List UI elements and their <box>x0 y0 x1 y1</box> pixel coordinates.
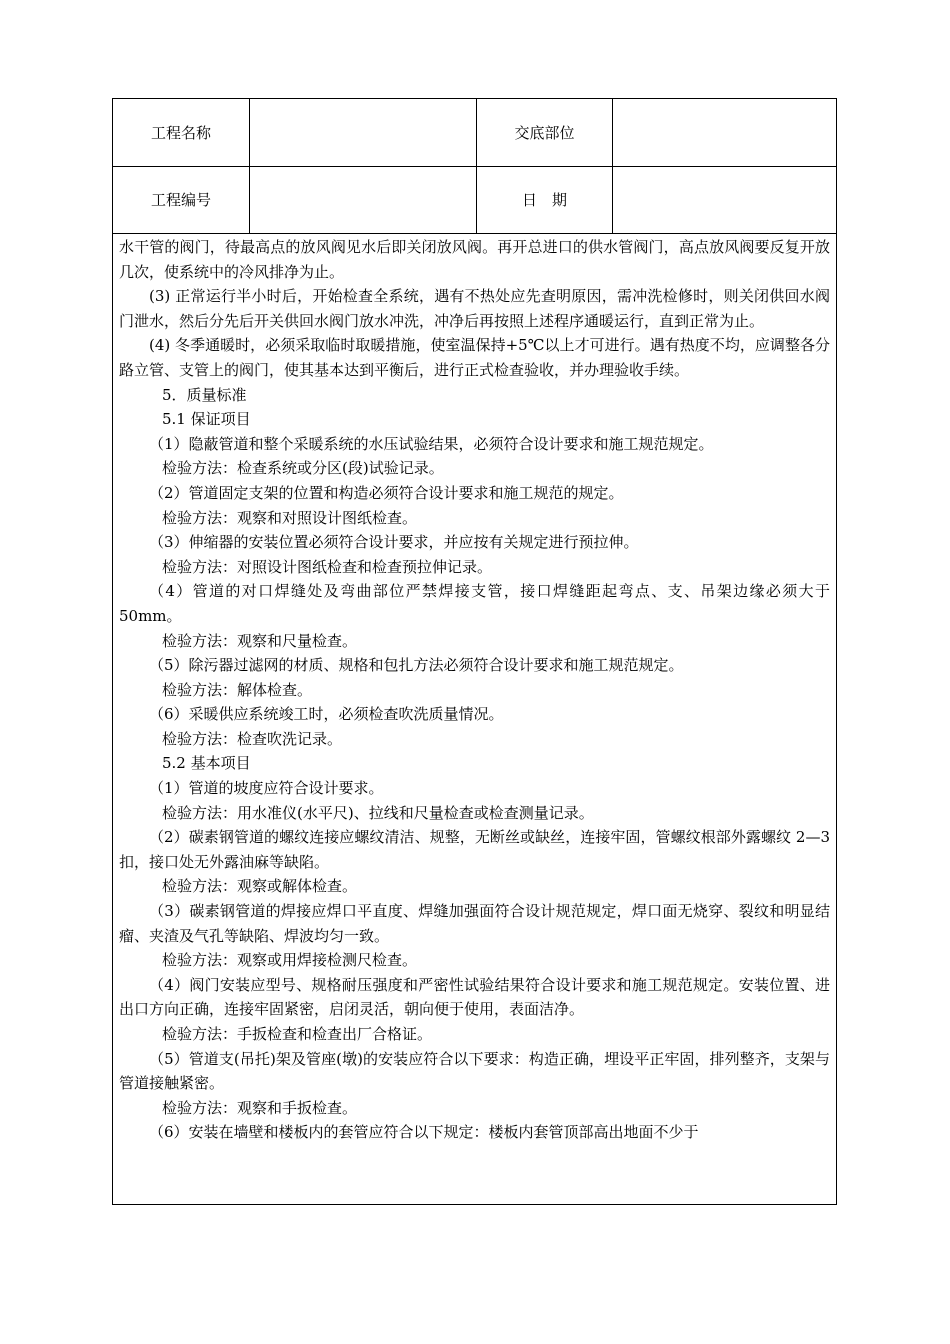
project-number-value <box>249 166 476 233</box>
paragraph: 水干管的阀门，待最高点的放风阀见水后即关闭放风阀。再开总进口的供水管阀门，高点放风阀要反复开放几次，使系统中的冷风排净为止。 <box>119 238 830 281</box>
inspection-method: 检验方法：对照设计图纸检查和检查预拉伸记录。 <box>162 557 493 576</box>
paragraph: （2）管道固定支架的位置和构造必须符合设计要求和施工规范的规定。 <box>149 483 624 502</box>
paragraph: （3）碳素钢管道的焊接应焊口平直度、焊缝加强面符合设计规范规定，焊口面无烧穿、裂纹和明显结瘤、夹渣及气孔等缺陷、焊波均匀一致。 <box>119 902 830 945</box>
project-name-label: 工程名称 <box>150 124 211 142</box>
paragraph: （6）采暖供应系统竣工时，必须检查吹洗质量情况。 <box>149 705 504 724</box>
header-row-1 <box>113 99 836 167</box>
inspection-method: 检验方法：观察和对照设计图纸检查。 <box>162 508 418 527</box>
date-label: 日 期 <box>476 166 612 233</box>
paragraph: （1）管道的坡度应符合设计要求。 <box>149 779 384 798</box>
briefing-form <box>112 98 837 1205</box>
inspection-method: 检验方法：检查系统或分区(段)试验记录。 <box>162 459 444 478</box>
inspection-method: 检验方法：观察和尺量检查。 <box>162 631 358 650</box>
paragraph: (4) 冬季通暖时，必须采取临时取暖措施，使室温保持+5℃以上才可进行。遇有热度不均，应调整各分路立管、支管上的阀门，使其基本达到平衡后，进行正式检查验收，并办理验收手续。 <box>119 336 830 379</box>
subsection-heading: 5.2 基本项目 <box>162 754 251 773</box>
paragraph: (3) 正常运行半小时后，开始检查全系统，遇有不热处应先查明原因，需冲洗检修时，则关闭供回水阀门泄水，然后分先后开关供回水阀门放水冲洗，冲净后再按照上述程序通暖运行，直到正常为止。 <box>119 287 830 330</box>
inspection-method: 检验方法：手扳检查和检查出厂合格证。 <box>162 1025 433 1043</box>
paragraph: （6）安装在墙壁和楼板内的套管应符合以下规定：楼板内套管顶部高出地面不少于 <box>149 1123 699 1142</box>
paragraph: （3）伸缩器的安装位置必须符合设计要求，并应按有关规定进行预拉伸。 <box>149 533 639 552</box>
briefing-location-value <box>612 99 835 166</box>
inspection-method: 检验方法：观察或用焊接检测尺检查。 <box>162 951 418 970</box>
paragraph: （5）管道支(吊托)架及管座(墩)的安装应符合以下要求：构造正确，埋设平正牢固，排列整齐，支架与管道接触紧密。 <box>119 1049 830 1093</box>
briefing-location-label: 交底部位 <box>476 99 612 166</box>
paragraph: （4）管道的对口焊缝处及弯曲部位严禁焊接支管，接口焊缝距起弯点、支、吊架边缘必须大于 50mm。 <box>119 582 830 625</box>
project-name-value <box>249 99 476 166</box>
inspection-method: 检验方法：用水准仪(水平尺)、拉线和尺量检查或检查测量记录。 <box>162 803 594 822</box>
inspection-method: 检验方法：观察和手扳检查。 <box>162 1098 358 1117</box>
paragraph: （2）碳素钢管道的螺纹连接应螺纹清洁、规整，无断丝或缺丝，连接牢固，管螺纹根部外露螺纹 2—3 扣，接口处无外露油麻等缺陷。 <box>119 828 830 871</box>
paragraph: （4）阀门安装应型号、规格耐压强度和严密性试验结果符合设计要求和施工规范规定。安装位置、进出口方向正确，连接牢固紧密，启闭灵活，朝向便于使用，表面洁净。 <box>119 975 830 1019</box>
inspection-method: 检验方法：检查吹洗记录。 <box>162 729 343 748</box>
briefing-content <box>119 235 830 1204</box>
subsection-heading: 5.1 保证项目 <box>162 410 251 429</box>
section-heading: 5．质量标准 <box>162 385 247 404</box>
header-row-2 <box>113 166 836 234</box>
inspection-method: 检验方法：观察或解体检查。 <box>162 877 358 896</box>
inspection-method: 检验方法：解体检查。 <box>162 680 313 699</box>
paragraph: （1）隐蔽管道和整个采暖系统的水压试验结果，必须符合设计要求和施工规范规定。 <box>149 434 714 453</box>
paragraph: （5）除污器过滤网的材质、规格和包扎方法必须符合设计要求和施工规范规定。 <box>149 656 684 675</box>
date-value <box>612 166 835 233</box>
project-number-label: 工程编号 <box>150 191 211 209</box>
